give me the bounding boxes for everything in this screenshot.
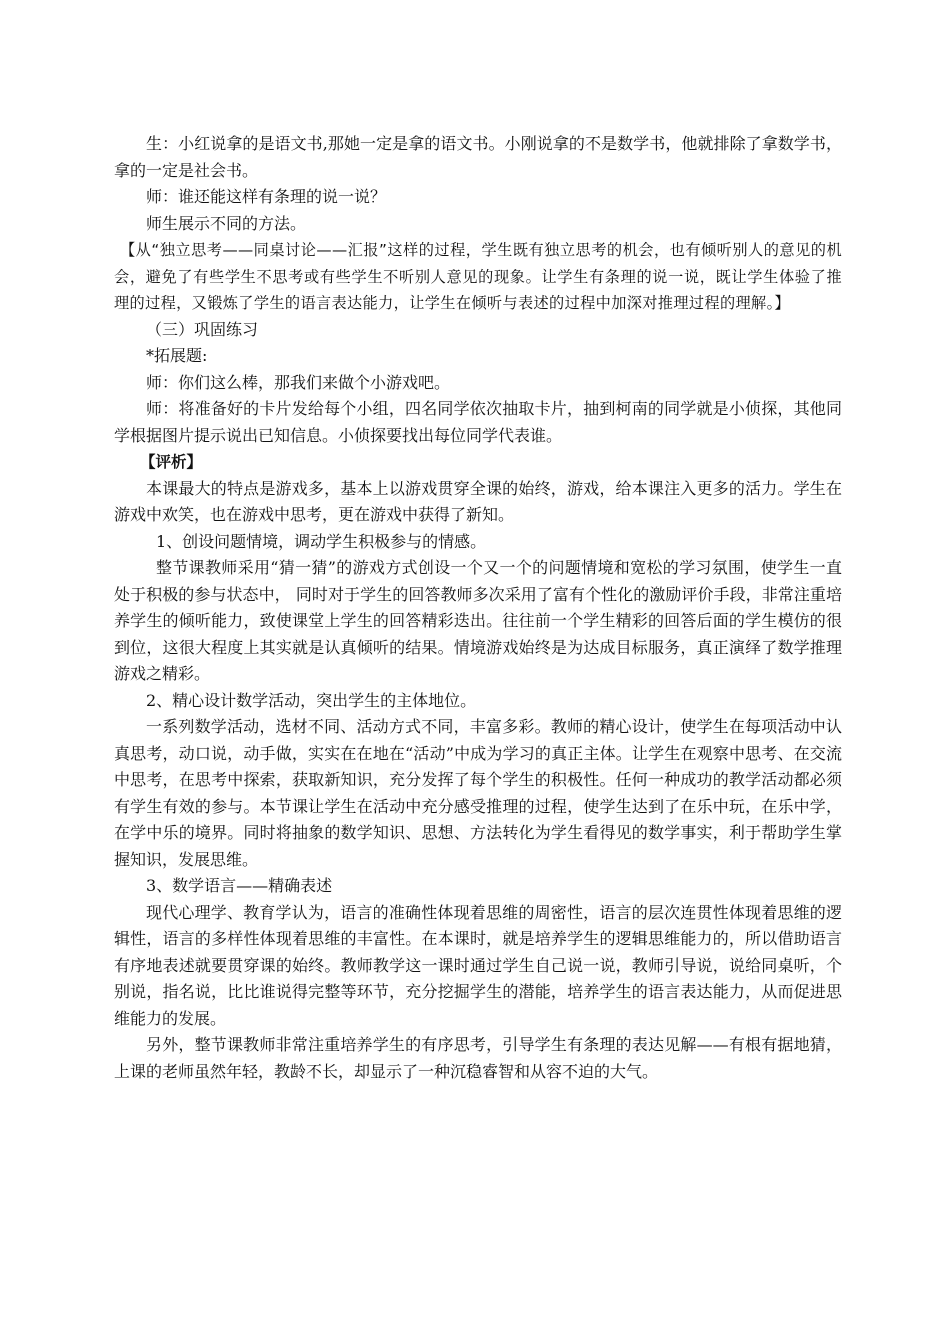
point-1-title: 1、创设问题情境，调动学生积极参与的情感。 [156,531,487,551]
teacher-question-paragraph: 师：谁还能这样有条理的说一说？ [146,187,387,206]
evaluation-heading: 【评析】 [140,453,203,471]
teacher-card-instructions: 师：将准备好的卡片发给每个小组，四名同学依次抽取卡片，抽到柯南的同学就是小侦探，其他同学根据图片提示说出已知信息。小侦探要找出每位同学代表谁。 [114,399,842,445]
methods-paragraph: 师生展示不同的方法。 [146,213,307,233]
point-3-title: 3、数学语言——精确表述 [146,876,333,895]
closing-paragraph: 另外，整节课教师非常注重培养学生的有序思考，引导学生有条理的表达见解——有根有据地猜，上课的老师虽然年轻，教龄不长，却显示了一种沉稳睿智和从容不迫的大气。 [114,1035,842,1081]
point-2-title: 2、精心设计数学活动，突出学生的主体地位。 [146,690,477,710]
point-1-body: 整节课教师采用“猜一猜”的游戏方式创设一个又一个的问题情境和宽松的学习氛围，使学生一直处于积极的参与状态中， 同时对于学生的回答教师多次采用了富有个性化的激励评价手段，非常注重培养学生的倾听能力，致使课堂上学生的回答精彩迭出。往往前一个学生精彩的回答后面的学生模仿的很到位，这很大程度上其实就是认真倾听的结果。情境游戏始终是为达成目标服务，真正演绎了数学推理游戏之精彩。 [114,558,842,683]
point-2-body: 一系列数学活动，选材不同、活动方式不同，丰富多彩。教师的精心设计，使学生在每项活动中认真思考，动口说，动手做，实实在在地在“活动”中成为学习的真正主体。让学生在观察中思考、在交流中思考，在思考中探索，获取新知识，充分发挥了每个学生的积极性。任何一种成功的教学活动都必须有学生有效的参与。本节课让学生在活动中充分感受推理的过程，使学生达到了在乐中玩，在乐中学，在学中乐的境界。同时将抽象的数学知识、思想、方法转化为学生看得见的数学事实，利于帮助学生掌握知识，发展思维。 [114,717,842,869]
section-heading-consolidation: （三）巩固练习 [146,319,259,339]
document-page [114,131,842,1085]
point-3-body: 现代心理学、教育学认为，语言的准确性体现着思维的周密性，语言的层次连贯性体现着思维的逻辑性，语言的多样性体现着思维的丰富性。在本课时，就是培养学生的逻辑思维能力的，所以借助语言有序地表述就要贯穿课的始终。教师教学这一课时通过学生自己说一说，教师引导说，说给同桌听，个别说，指名说，比比谁说得完整等环节，充分挖掘学生的潜能，培养学生的语言表达能力，从而促进思维能力的发展。 [114,902,842,1028]
evaluation-summary: 本课最大的特点是游戏多，基本上以游戏贯穿全课的始终，游戏，给本课注入更多的活力。学生在游戏中欢笑，也在游戏中思考，更在游戏中获得了新知。 [114,478,842,524]
teacher-game-intro: 师：你们这么棒，那我们来做个小游戏吧。 [146,372,451,392]
bracketed-commentary: 【从“独立思考——同桌讨论——汇报”这样的过程，学生既有独立思考的机会，也有倾听别人的意见的机会，避免了有些学生不思考或有些学生不听别人意见的现象。让学生有条理的说一说，既让学生体验了推理的过程，又锻炼了学生的语言表达能力，让学生在倾听与表述的过程中加深对推理过程的理解。】 [114,241,842,312]
student-answer-paragraph: 生：小红说拿的是语文书,那她一定是拿的语文书。小刚说拿的不是数学书，他就排除了拿数学书，拿的一定是社会书。 [114,134,842,180]
extension-task-label: *拓展题: [146,346,208,365]
